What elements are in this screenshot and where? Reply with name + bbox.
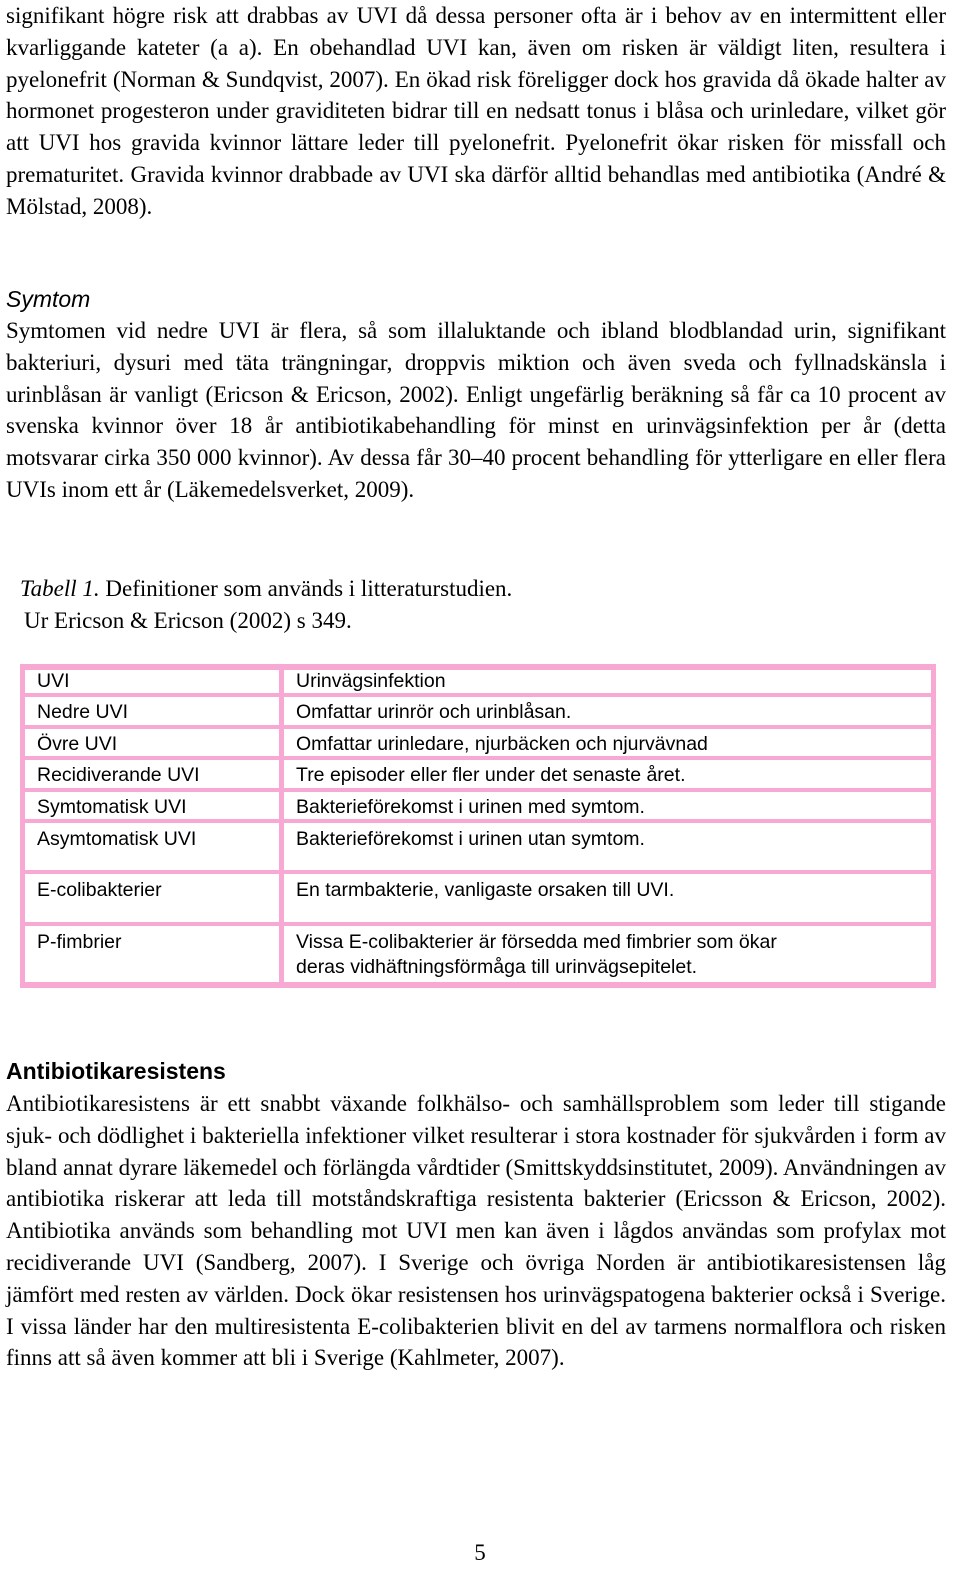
term-cell: Övre UVI (37, 733, 118, 755)
term-cell: Recidiverande UVI (37, 764, 200, 786)
table-source: Ur Ericson & Ericson (2002) s 349. (24, 608, 352, 633)
table-column-rule (20, 664, 25, 988)
table-rule (20, 922, 936, 926)
definition-cell: Bakterieförekomst i urinen utan symtom. (296, 828, 645, 850)
definition-cell: En tarmbakterie, vanligaste orsaken till UVI. (296, 879, 675, 901)
definition-cell: Bakterieförekomst i urinen med symtom. (296, 796, 645, 818)
table-caption-label: Tabell 1. (20, 576, 100, 601)
term-cell: UVI (37, 670, 70, 692)
table-rule (20, 788, 936, 792)
table-rule-bottom (20, 982, 936, 988)
table-column-rule (279, 664, 284, 988)
term-cell: Symtomatisk UVI (37, 796, 187, 818)
table-rule (20, 693, 936, 697)
symtom-heading: Symtom (6, 286, 91, 312)
definition-cell: Omfattar urinrör och urinblåsan. (296, 701, 572, 723)
intro-paragraph: signifikant högre risk att drabbas av UVI då dessa personer ofta är i behov av en intermittent eller kvarliggande kateter (a a). En obehandlad UVI kan, även om risken är väldigt liten, resultera i pyelonefrit (Norman & Sundqvist, 2007). En ökad risk föreligger dock hos gravida då ökade halter av hormonet progesteron under graviditeten bidrar till en nedsatt tonus i blåsa och urinledare, vilket gör att UVI hos gravida kvinnor lättare leder till pyelonefrit. Pyelonefrit ökar risken för missfall och prematuritet. Gravida kvinnor drabbade av UVI ska därför alltid behandlas med antibiotika (André & Mölstad, 2008). (6, 3, 946, 219)
term-cell: P-fimbrier (37, 931, 122, 953)
symtom-paragraph: Symtomen vid nedre UVI är flera, så som illaluktande och ibland blodblandad urin, signifikant bakteriuri, dysuri med täta trängningar, droppvis miktion och även sveda och fyllnadskänsla i urinblåsan är vanligt (Ericson & Ericson, 2002). Enligt ungefärlig beräkning så får ca 10 procent av svenska kvinnor över 18 år antibiotikabehandling för minst en urinvägsinfektion per år (detta motsvarar cirka 350 000 kvinnor). Av dessa får 30–40 procent behandling för ytterligare en eller flera UVIs inom ett år (Läkemedelsverket, 2009). (6, 318, 946, 502)
page-number: 5 (474, 1540, 486, 1565)
term-cell: Asymtomatisk UVI (37, 828, 197, 850)
term-cell: E-colibakterier (37, 879, 162, 901)
definition-cell: Omfattar urinledare, njurbäcken och njurvävnad (296, 733, 708, 755)
definition-cell: Vissa E-colibakterier är försedda med fimbrier som ökar (296, 931, 777, 953)
definition-cell-continued: deras vidhäftningsförmåga till urinvägsepitelet. (296, 956, 698, 978)
table-rule (20, 725, 936, 729)
definition-cell: Tre episoder eller fler under det senaste året. (296, 764, 686, 786)
antibiotika-heading: Antibiotikaresistens (6, 1058, 226, 1084)
term-cell: Nedre UVI (37, 701, 129, 723)
table-caption (20, 573, 512, 605)
table-rule-top (20, 664, 936, 670)
table-column-rule (931, 664, 936, 988)
antibiotika-paragraph: Antibiotikaresistens är ett snabbt växande folkhälso- och samhällsproblem som leder till stigande sjuk- och dödlighet i bakteriella infektioner vilket resulterar i stora kostnader för sjukvården i form av bland annat dyrare läkemedel och förlängda vårdtider (Smittskyddsinstitutet, 2009). Användningen av antibiotika riskerar att leda till motståndskraftiga resistenta bakterier (Ericsson & Ericson, 2002). Antibiotika används som behandling mot UVI men kan även i lågdos användas som profylax mot recidiverande UVI (Sandberg, 2007). I Sverige och övriga Norden är antibiotikaresistensen låg jämfört med resten av världen. Dock ökar resistensen hos urinvägspatogena bakterier också i Sverige. I vissa länder har den multiresistenta E-colibakterien blivit en del av tarmens normalflora och risken finns att så även kommer att bli i Sverige (Kahlmeter, 2007). (6, 1091, 946, 1371)
table-caption-text: Definitioner som används i litteraturstudien. (99, 576, 513, 601)
table-rule (20, 870, 936, 874)
definition-cell: Urinvägsinfektion (296, 670, 446, 692)
